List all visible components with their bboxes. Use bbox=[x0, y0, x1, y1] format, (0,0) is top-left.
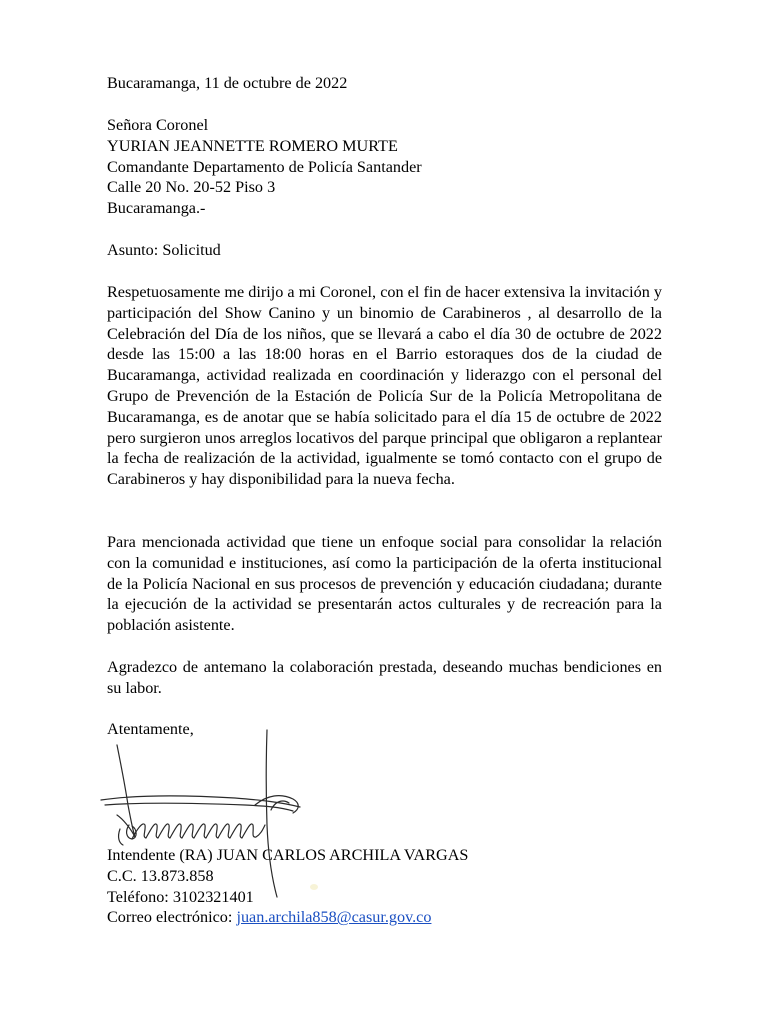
signer-email-line bbox=[107, 907, 662, 928]
signer-name: Intendente (RA) JUAN CARLOS ARCHILA VARGAS bbox=[107, 846, 469, 864]
scan-smudge bbox=[310, 884, 318, 890]
letter-subject: Asunto: Solicitud bbox=[107, 241, 221, 259]
body-paragraph-1: Respetuosamente me dirijo a mi Coronel, con el fin de hacer extensiva la invitación y participación del Show Canino y un binomio de Carabineros , al desarrollo de la Celebración del Día de los niños, que se llevará a cabo el día 30 de octubre de 2022 desde las 15:00 a las 18:00 horas en el Barrio estoraques dos de la ciudad de Bucaramanga, actividad realizada en coordinación y liderazgo con el personal del Grupo de Prevención de la Estación de Policía Sur de la Policía Metropolitana de Bucaramanga, es de anotar que se había solicitado para el día 15 de octubre de 2022 pero surgieron unos arreglos locativos del parque principal que obligaron a replantear la fecha de realización de la actividad, igualmente se tomó contacto con el grupo de Carabineros y hay disponibilidad para la nueva fecha. bbox=[107, 283, 662, 489]
signer-email-label: Correo electrónico: bbox=[107, 908, 233, 927]
body-paragraph-2: Para mencionada actividad que tiene un enfoque social para consolidar la relación con la comunidad e instituciones, así como la participación de la oferta institucional de la Policía Nacional en sus procesos de prevención y educación ciudadana; durante la ejecución de la actividad se presentarán actos culturales y de recreación para la población asistente. bbox=[107, 533, 662, 635]
recipient-salutation: Señora Coronel bbox=[107, 116, 209, 134]
recipient-city: Bucaramanga.- bbox=[107, 199, 206, 218]
signer-phone: Teléfono: 3102321401 bbox=[107, 887, 254, 906]
letter-date: Bucaramanga, 11 de octubre de 2022 bbox=[107, 74, 348, 92]
closing-phrase: Atentamente, bbox=[107, 720, 194, 738]
body-paragraph-3: Agradezco de antemano la colaboración prestada, deseando muchas bendiciones en su labor. bbox=[107, 658, 662, 697]
recipient-name: YURIAN JEANNETTE ROMERO MURTE bbox=[107, 136, 398, 155]
recipient-position: Comandante Departamento de Policía Santander bbox=[107, 157, 422, 176]
recipient-block bbox=[107, 115, 662, 219]
recipient-address: Calle 20 No. 20-52 Piso 3 bbox=[107, 178, 276, 197]
signer-block bbox=[107, 845, 662, 928]
signer-id: C.C. 13.873.858 bbox=[107, 866, 214, 885]
signer-email-link[interactable]: juan.archila858@casur.gov.co bbox=[236, 908, 432, 927]
